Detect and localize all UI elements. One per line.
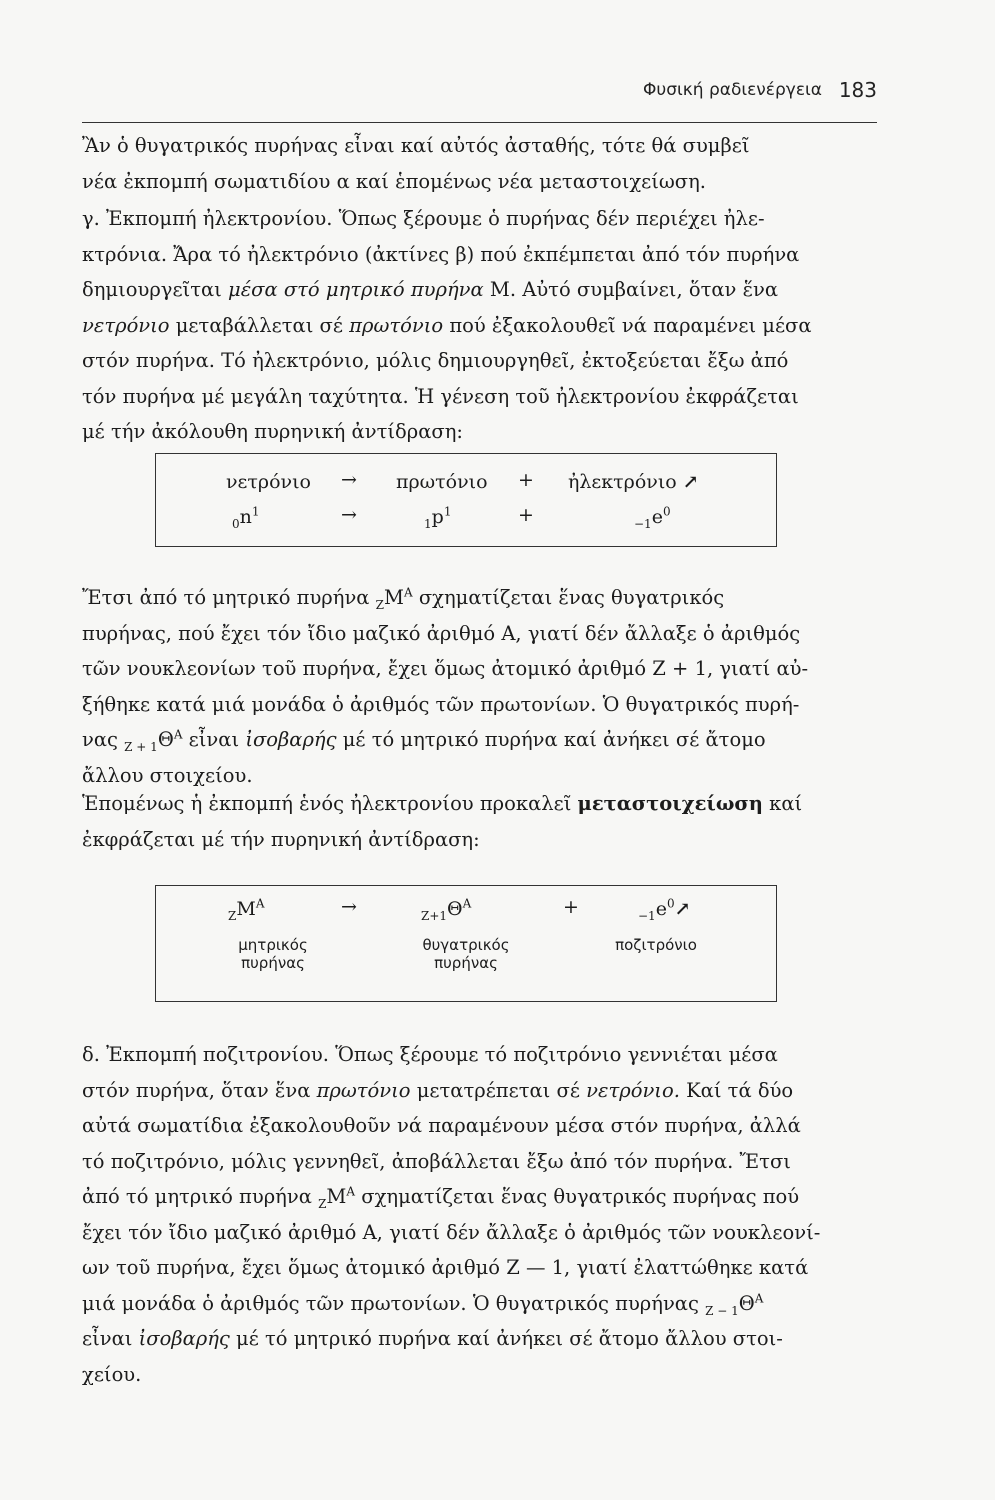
text-line: αὐτά σωματίδια ἐξακολουθοῦν νά παραμένουν μέσα στόν πυρήνα, ἀλλά <box>82 1114 801 1137</box>
running-title: Φυσική ραδιενέργεια <box>643 80 822 100</box>
atomic-number: Z <box>375 597 385 612</box>
text-line: τό ποζιτρόνιο, μόλις γεννηθεῖ, ἀποβάλλεται ἔξω ἀπό τόν πυρήνα. Ἔτσι <box>82 1149 791 1173</box>
daughter-letter: Θ <box>447 898 463 920</box>
mass-number: A <box>346 1184 356 1199</box>
italic-span: πρωτόνιο <box>316 1078 411 1102</box>
neutron-charge: 0 <box>232 516 240 531</box>
paragraph-daughter-nucleus <box>82 580 875 793</box>
atomic-number: Z <box>318 1196 327 1211</box>
text-line <box>82 722 875 758</box>
text-line: ξήθηκε κατά μιά μονάδα ὁ ἀριθμός τῶν πρωτονίων. Ὁ θυγατρικός πυρή- <box>82 692 800 716</box>
mass-number: A <box>255 896 265 911</box>
neutron-mass: 1 <box>251 504 260 519</box>
plus-sign: + <box>563 896 579 918</box>
atomic-number: Z + 1 <box>124 739 158 754</box>
text-line: τόν πυρήνα μέ μεγάλη ταχύτητα. Ἡ γένεση τοῦ ἠλεκτρονίου ἐκφράζεται <box>82 384 799 408</box>
text-line <box>82 580 875 616</box>
italic-span: μέσα στό μητρικό πυρήνα <box>228 278 484 301</box>
atomic-number: Z − 1 <box>705 1303 739 1318</box>
text-line: μέ τήν ἀκόλουθη πυρηνική ἀντίδραση: <box>82 420 463 443</box>
text-span: νας <box>82 728 125 751</box>
mass-number: A <box>173 727 183 742</box>
electron-charge: −1 <box>634 516 652 531</box>
paragraph-positron-emission <box>82 1037 875 1392</box>
reaction-box-beta-minus <box>155 453 777 547</box>
text-line: στόν πυρήνα. Τό ἠλεκτρόνιο, μόλις δημιουργηθεῖ, ἐκτοξεύεται ἔξω ἀπό <box>82 349 789 372</box>
text-span: μετατρέπεται σέ <box>410 1078 587 1102</box>
mother-symbol: M <box>326 1185 347 1208</box>
mother-label-line: μητρικός <box>238 936 308 954</box>
text-line <box>82 272 875 308</box>
particle-charge: −1 <box>638 908 656 923</box>
text-line: ἐκφράζεται μέ τήν πυρηνική ἀντίδραση: <box>82 827 480 851</box>
arrow-icon: → <box>341 504 357 526</box>
text-span: στόν πυρήνα, ὅταν ἕνα <box>82 1078 317 1102</box>
text-line <box>82 786 875 822</box>
proton-symbol <box>424 504 452 531</box>
page-header <box>82 78 877 108</box>
positron-label: ποζιτρόνιο <box>615 936 697 954</box>
proton-letter: p <box>431 506 444 528</box>
mass-number: A <box>462 896 472 911</box>
text-span: Ἔτσι ἀπό τό μητρικό πυρήνα <box>82 586 376 609</box>
neutron-symbol <box>232 504 260 531</box>
section-heading-electron: γ. Ἐκπομπή ἠλεκτρονίου. Ὅπως ξέρουμε ὁ πυρήνας δέν περιέχει ἠλε- <box>82 207 765 230</box>
text-span: μέ τό μητρικό πυρήνα καί ἀνήκει σέ ἄτομο ἄλλου στοι- <box>229 1327 783 1350</box>
text-line: ἄλλου στοιχείου. <box>82 763 253 787</box>
text-line: Ἂν ὁ θυγατρικός πυρήνας εἶναι καί αὐτός ἀσταθής, τότε θά συμβεῖ <box>82 134 750 157</box>
paragraph-electron-emission <box>82 201 875 450</box>
paragraph-daughter-unstable <box>82 128 875 199</box>
electron-mass: 0 <box>662 504 671 519</box>
text-line: ων τοῦ πυρήνα, ἔχει ὅμως ἀτομικό ἀριθμό Ζ — 1, γιατί ἐλαττώθηκε κατά <box>82 1256 809 1279</box>
mass-number: A <box>754 1291 764 1305</box>
electron-label <box>568 471 699 493</box>
text-line: κτρόνια. Ἄρα τό ἠλεκτρόνιο (ἀκτίνες β) πού ἐκπέμπεται ἀπό τόν πυρήνα <box>82 242 800 266</box>
text-line: τῶν νουκλεονίων τοῦ πυρήνα, ἔχει ὅμως ἀτομικό ἀριθμό Ζ + 1, γιατί αὐ- <box>82 657 809 680</box>
text-span: μιά μονάδα ὁ ἀριθμός τῶν πρωτονίων. Ὁ θυγατρικός πυρήνας <box>82 1291 706 1315</box>
text-span: σχηματίζεται ἕνας θυγατρικός <box>412 586 725 609</box>
daughter-label-line: θυγατρικός <box>422 936 510 954</box>
section-heading-positron: δ. Ἐκπομπή ποζιτρονίου. Ὅπως ξέρουμε τό ποζιτρόνιο γεννιέται μέσα <box>82 1043 778 1066</box>
text-line <box>82 1286 875 1322</box>
neutron-label: νετρόνιο <box>226 471 311 493</box>
daughter-symbol: Θ <box>157 728 174 751</box>
text-line: ἔχει τόν ἴδιο μαζικό ἀριθμό Α, γιατί δέν ἄλλαξε ὁ ἀριθμός τῶν νουκλεονί- <box>82 1220 821 1244</box>
text-span: ἀπό τό μητρικό πυρήνα <box>82 1185 319 1208</box>
text-span: καί <box>762 792 803 815</box>
text-line <box>82 1073 875 1109</box>
emission-arrow-icon: ↗ <box>674 898 691 920</box>
plus-sign: + <box>518 504 534 526</box>
daughter-label <box>401 936 531 972</box>
electron-symbol <box>634 504 671 531</box>
electron-text: ἠλεκτρόνιο <box>568 471 677 493</box>
text-span: εἶναι <box>182 728 246 751</box>
electron-letter: e <box>651 506 663 528</box>
text-span: Καί τά δύο <box>679 1078 794 1102</box>
mass-number: A <box>403 585 413 600</box>
text-line <box>82 308 875 344</box>
proton-label: πρωτόνιο <box>396 471 488 493</box>
text-span: εἶναι <box>82 1327 139 1350</box>
emitted-particle-symbol <box>638 896 691 923</box>
italic-span: ἰσοβαρής <box>138 1327 230 1350</box>
arrow-icon: → <box>341 896 357 918</box>
plus-sign: + <box>518 469 534 491</box>
proton-charge: 1 <box>424 516 432 531</box>
daughter-nucleus-symbol <box>421 896 472 923</box>
particle-letter: e <box>655 898 667 920</box>
mother-nucleus-symbol <box>228 896 265 923</box>
header-rule <box>82 122 877 123</box>
text-line: χείου. <box>82 1362 142 1386</box>
paragraph-transmutation <box>82 786 875 857</box>
mother-label-line: πυρήνας <box>241 954 305 972</box>
atomic-number: Z <box>228 908 237 923</box>
italic-span: ἰσοβαρής <box>245 728 337 751</box>
atomic-number: Z+1 <box>421 908 448 923</box>
text-line: νέα ἐκπομπή σωματιδίου α καί ἑπομένως νέα μεταστοιχείωση. <box>82 169 706 193</box>
daughter-symbol: Θ <box>738 1291 755 1315</box>
reaction-box-general <box>155 885 777 1002</box>
mother-symbol: M <box>384 586 404 609</box>
text-line: πυρήνας, πού ἔχει τόν ἴδιο μαζικό ἀριθμό Α, γιατί δέν ἄλλαξε ὁ ἀριθμός <box>82 621 801 645</box>
text-span: σχηματίζεται ἕνας θυγατρικός πυρήνας πού <box>355 1185 800 1208</box>
text-span: δημιουργεῖται <box>82 278 229 301</box>
proton-mass: 1 <box>443 504 452 519</box>
text-span: πού ἐξακολουθεῖ νά παραμένει μέσα <box>443 313 812 337</box>
mother-letter: M <box>236 898 256 920</box>
text-span: μεταβάλλεται σέ <box>169 313 350 337</box>
italic-span: νετρόνιο <box>82 313 170 337</box>
arrow-icon: → <box>341 469 357 491</box>
text-span: μέ τό μητρικό πυρήνα καί ἀνήκει σέ ἄτομο <box>336 728 766 751</box>
text-line <box>82 1321 875 1357</box>
text-span: Ἑπομένως ἡ ἐκπομπή ἑνός ἠλεκτρονίου προκαλεῖ <box>82 792 578 815</box>
italic-span: πρωτόνιο <box>349 313 444 337</box>
text-span: Μ. Αὐτό συμβαίνει, ὅταν ἕνα <box>483 278 779 301</box>
italic-span: νετρόνιο. <box>586 1078 680 1102</box>
page-number: 183 <box>838 78 877 102</box>
daughter-label-line: πυρήνας <box>434 954 498 972</box>
neutron-letter: n <box>239 506 252 528</box>
text-line <box>82 1179 875 1215</box>
emission-arrow-icon: ↗ <box>682 471 699 493</box>
particle-mass: 0 <box>666 896 675 911</box>
bold-term: μεταστοιχείωση <box>577 792 763 815</box>
mother-label <box>228 936 318 972</box>
